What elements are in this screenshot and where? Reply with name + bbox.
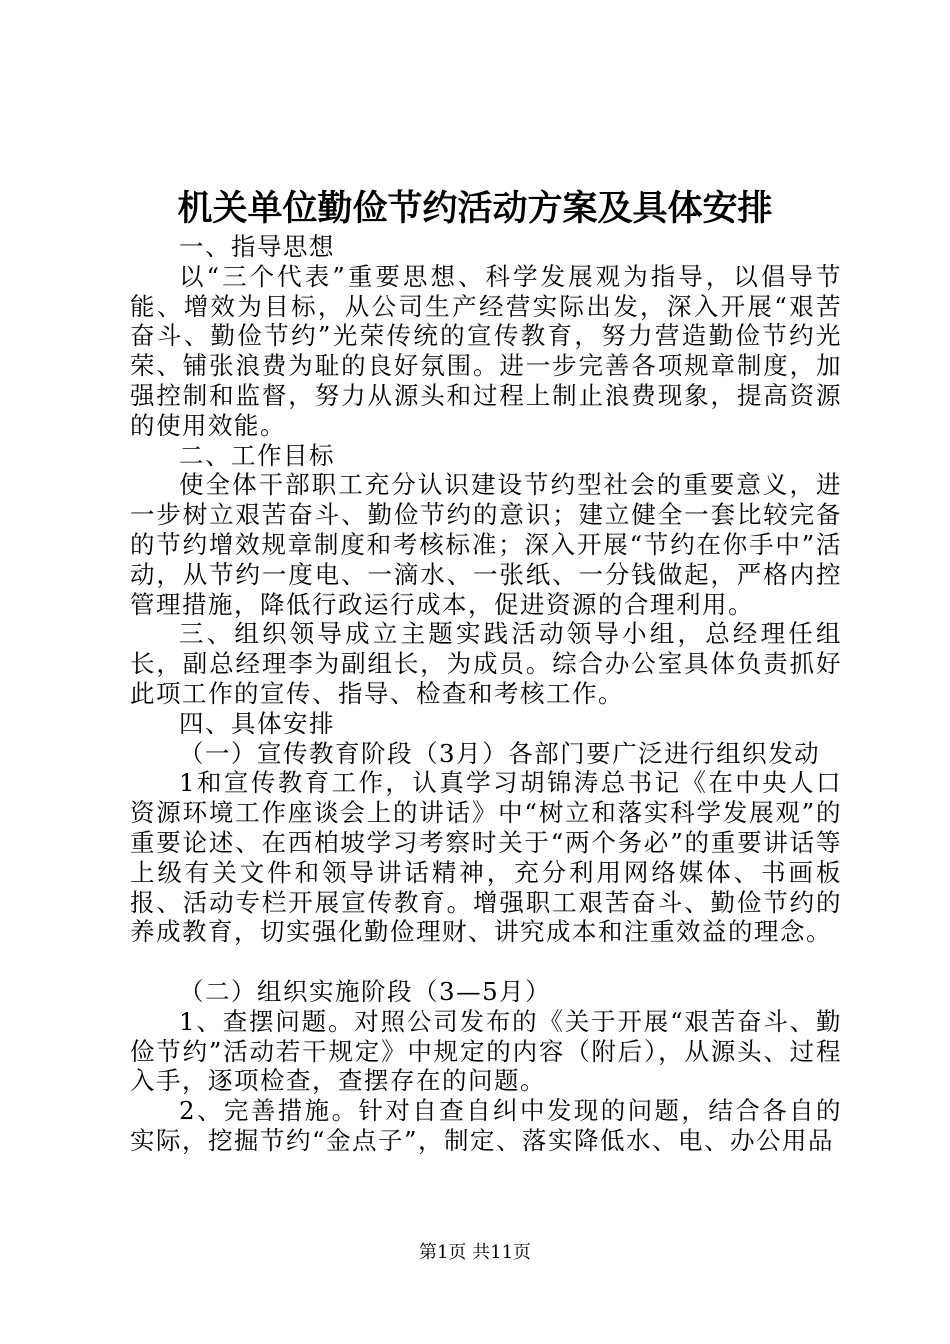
- paragraph-organization-leadership: 三、组织领导成立主题实践活动领导小组，总经理任组长，副总经理李为副组长，为成员。综合办公室具体负责抓好此项工作的宣传、指导、检查和考核工作。: [130, 619, 842, 708]
- phase-heading-implementation: （二）组织实施阶段（3—5月）: [179, 976, 552, 1006]
- document-body: [130, 232, 842, 1156]
- blank-line: [130, 947, 842, 977]
- phase-heading-publicity: （一）宣传教育阶段（3月）各部门要广泛进行组织发动: [179, 738, 821, 768]
- section-heading-specific-arrangements: 四、具体安排: [179, 708, 335, 738]
- paragraph-item-improve-measures: 2、完善措施。针对自查自纠中发现的问题，结合各自的实际，挖掘节约“金点子”，制定、落实降低水、电、办公用品: [130, 1096, 842, 1155]
- document-title: 机关单位勤俭节约活动方案及具体安排: [177, 188, 773, 229]
- section-heading-guiding-ideology: 一、指导思想: [179, 232, 335, 261]
- paragraph-item-identify-problems: 1、查摆问题。对照公司发布的《关于开展“艰苦奋斗、勤俭节约”活动若干规定》中规定的内容（附后），从源头、过程入手，逐项检查，查摆存在的问题。: [130, 1006, 842, 1096]
- paragraph-work-goals: 使全体干部职工充分认识建设节约型社会的重要意义，进一步树立艰苦奋斗、勤俭节约的意识；建立健全一套比较完备的节约增效规章制度和考核标准；深入开展“节约在你手中”活动，从节约一度电、一滴水、一张纸、一分钱做起，严格内控管理措施，降低行政运行成本，促进资源的合理利用。: [130, 470, 842, 619]
- paragraph-guiding-ideology: 以“三个代表”重要思想、科学发展观为指导，以倡导节能、增效为目标，从公司生产经营实际出发，深入开展“艰苦奋斗、勤俭节约”光荣传统的宣传教育，努力营造勤俭节约光荣、铺张浪费为耻的良好氛围。进一步完善各项规章制度，加强控制和监督，努力从源头和过程上制止浪费现象，提高资源的使用效能。: [130, 261, 842, 440]
- paragraph-publicity: 1和宣传教育工作，认真学习胡锦涛总书记《在中央人口资源环境工作座谈会上的讲话》中“树立和落实科学发展观”的重要论述、在西柏坡学习考察时关于“两个务必”的重要讲话等上级有关文件和领导讲话精神，充分利用网络媒体、书画板报、活动专栏开展宣传教育。增强职工艰苦奋斗、勤俭节约的养成教育，切实强化勤俭理财、讲究成本和注重效益的理念。: [130, 768, 842, 947]
- section-heading-work-goals: 二、工作目标: [179, 440, 335, 470]
- page-footer: 第1页 共11页: [418, 1242, 532, 1263]
